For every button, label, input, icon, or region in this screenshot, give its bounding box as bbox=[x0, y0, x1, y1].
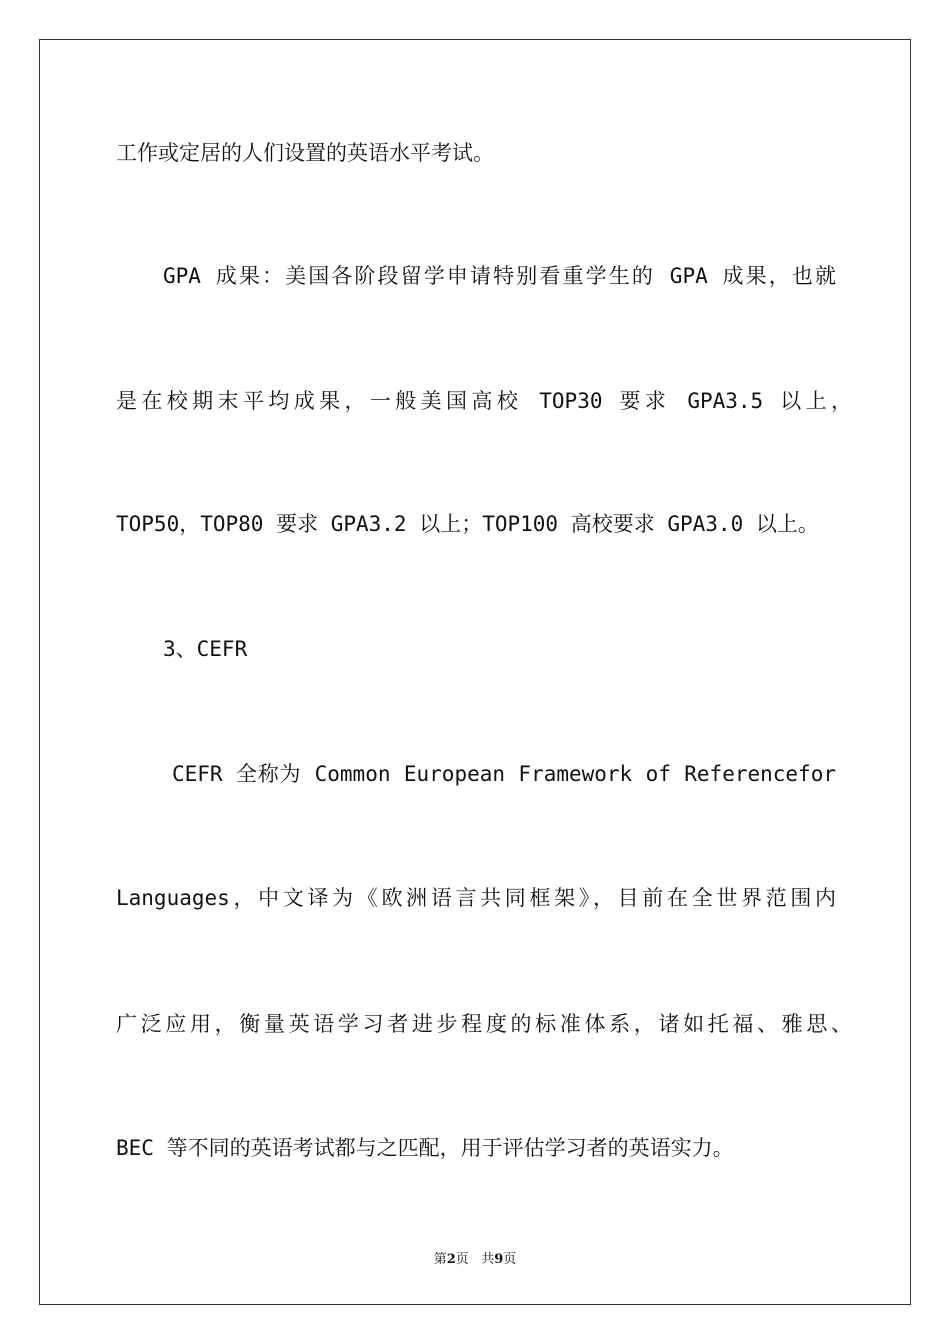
footer-page-prefix: 第 bbox=[433, 1252, 447, 1267]
paragraph-line-3: 是在校期末平均成果，一般美国高校 TOP30 要求 GPA3.5 以上， bbox=[116, 389, 852, 413]
footer-total-suffix: 页 bbox=[503, 1252, 517, 1267]
paragraph-line-4: TOP50，TOP80 要求 GPA3.2 以上；TOP100 高校要求 GPA3.0 以上。 bbox=[116, 512, 819, 536]
page-footer bbox=[0, 1248, 950, 1267]
footer-page-number: 2 bbox=[446, 1252, 456, 1267]
footer-page-suffix: 页 bbox=[455, 1252, 469, 1267]
paragraph-line-8: BEC 等不同的英语考试都与之匹配，用于评估学习者的英语实力。 bbox=[116, 1136, 734, 1160]
footer-total-prefix: 共 bbox=[481, 1252, 495, 1267]
paragraph-line-2: GPA 成果：美国各阶段留学申请特别看重学生的 GPA 成果，也就 bbox=[163, 264, 836, 288]
paragraph-line-7: 广泛应用，衡量英语学习者进步程度的标准体系，诸如托福、雅思、 bbox=[116, 1012, 852, 1036]
paragraph-line-1: 工作或定居的人们设置的英语水平考试。 bbox=[116, 141, 494, 165]
section-heading: 3、CEFR bbox=[163, 637, 248, 661]
page-border bbox=[39, 39, 911, 1305]
footer-total-pages: 9 bbox=[494, 1252, 504, 1267]
paragraph-line-5: CEFR 全称为 Common European Framework of Referencefor bbox=[172, 762, 836, 786]
paragraph-line-6: Languages，中文译为《欧洲语言共同框架》，目前在全世界范围内 bbox=[116, 886, 836, 910]
